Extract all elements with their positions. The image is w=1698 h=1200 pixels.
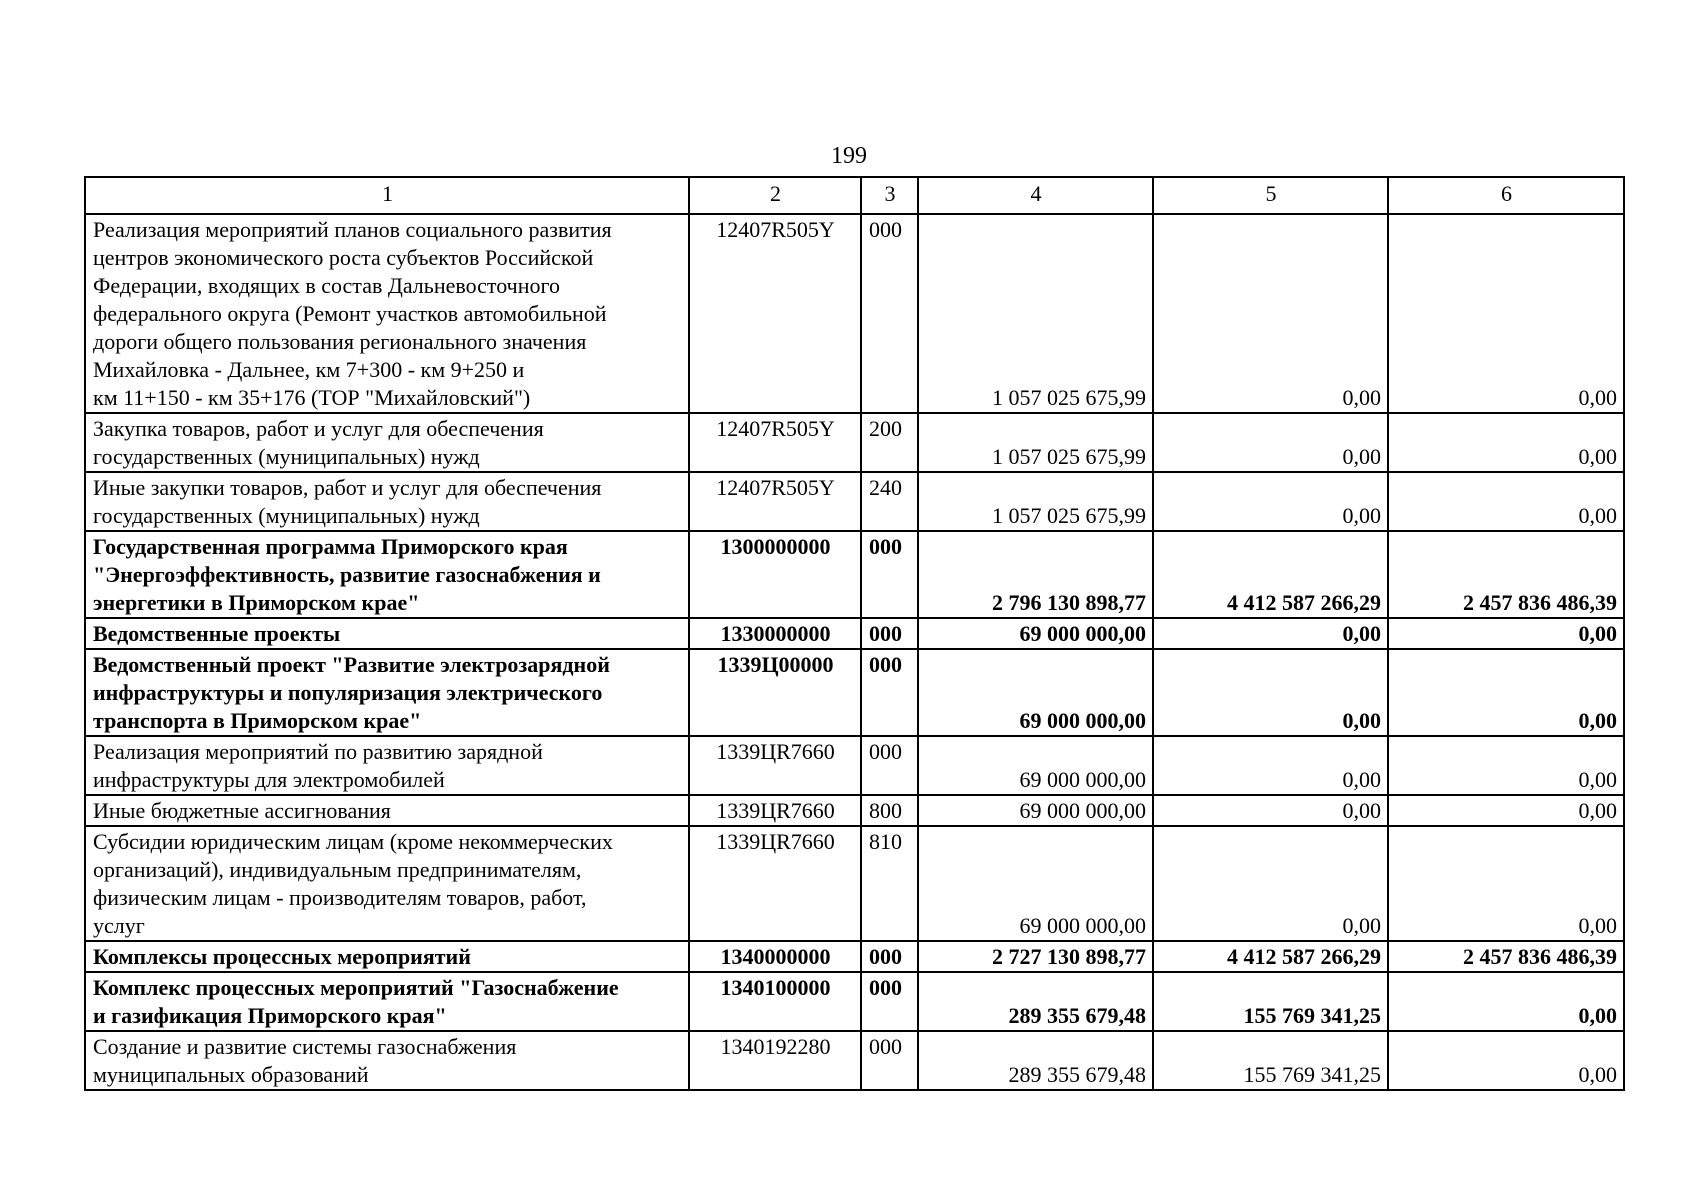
- column-header: 2: [689, 177, 861, 214]
- row-amount-col5: 155 769 341,25: [1153, 1031, 1388, 1090]
- table-row: [85, 1031, 1624, 1090]
- row-expense-type: 000: [861, 1031, 918, 1090]
- row-name: Реализация мероприятий планов социального развития центров экономического роста субъектов Российской Федерации, входящих в состав Дальневосточного федерального округа (Ремонт участков автомобильной дороги общего пользования регионального значения Михайловка - Дальнее, км 7+300 - км 9+250 и км 11+150 - км 35+176 (ТОР "Михайловский"): [85, 214, 689, 413]
- column-header: 6: [1388, 177, 1624, 214]
- row-expense-type: 000: [861, 214, 918, 413]
- row-name: Комплексы процессных мероприятий: [85, 941, 689, 972]
- row-expense-type: 000: [861, 736, 918, 795]
- table-row: [85, 214, 1624, 413]
- table-row: [85, 941, 1624, 972]
- row-amount-col6: 2 457 836 486,39: [1388, 941, 1624, 972]
- row-name: Комплекс процессных мероприятий "Газоснабжение и газификация Приморского края": [85, 972, 689, 1031]
- budget-table: [84, 176, 1625, 1091]
- column-number-header-row: [85, 177, 1624, 214]
- row-amount-col5: 0,00: [1153, 472, 1388, 531]
- row-name: Создание и развитие системы газоснабжения муниципальных образований: [85, 1031, 689, 1090]
- row-expense-type: 240: [861, 472, 918, 531]
- row-target-code: 1340100000: [689, 972, 861, 1031]
- row-amount-col5: 0,00: [1153, 826, 1388, 941]
- row-amount-col5: 0,00: [1153, 649, 1388, 736]
- row-target-code: 12407R505Y: [689, 214, 861, 413]
- table-row: [85, 618, 1624, 649]
- row-target-code: 1339ЦR7660: [689, 826, 861, 941]
- column-header: 5: [1153, 177, 1388, 214]
- column-header: 3: [861, 177, 918, 214]
- row-expense-type: 000: [861, 649, 918, 736]
- row-target-code: 1340000000: [689, 941, 861, 972]
- row-amount-col6: 0,00: [1388, 413, 1624, 472]
- row-expense-type: 810: [861, 826, 918, 941]
- table-row: [85, 826, 1624, 941]
- row-expense-type: 200: [861, 413, 918, 472]
- table-row: [85, 649, 1624, 736]
- row-amount-col5: 0,00: [1153, 214, 1388, 413]
- row-amount-col6: 0,00: [1388, 972, 1624, 1031]
- row-expense-type: 000: [861, 972, 918, 1031]
- row-name: Закупка товаров, работ и услуг для обеспечения государственных (муниципальных) нужд: [85, 413, 689, 472]
- table-row: [85, 413, 1624, 472]
- row-amount-col4: 289 355 679,48: [918, 972, 1153, 1031]
- row-amount-col5: 4 412 587 266,29: [1153, 941, 1388, 972]
- row-target-code: 1339Ц00000: [689, 649, 861, 736]
- row-amount-col5: 0,00: [1153, 795, 1388, 826]
- row-target-code: 12407R505Y: [689, 472, 861, 531]
- row-amount-col5: 0,00: [1153, 736, 1388, 795]
- row-amount-col5: 0,00: [1153, 618, 1388, 649]
- row-target-code: 1339ЦR7660: [689, 795, 861, 826]
- row-name: Реализация мероприятий по развитию зарядной инфраструктуры для электромобилей: [85, 736, 689, 795]
- row-amount-col4: 69 000 000,00: [918, 736, 1153, 795]
- row-amount-col4: 1 057 025 675,99: [918, 413, 1153, 472]
- row-name: Государственная программа Приморского края "Энергоэффективность, развитие газоснабжения и энергетики в Приморском крае": [85, 531, 689, 618]
- row-expense-type: 800: [861, 795, 918, 826]
- row-target-code: 12407R505Y: [689, 413, 861, 472]
- row-name: Субсидии юридическим лицам (кроме некоммерческих организаций), индивидуальным предпринимателям, физическим лицам - производителям товаров, работ, услуг: [85, 826, 689, 941]
- row-amount-col4: 69 000 000,00: [918, 795, 1153, 826]
- row-name: Ведомственные проекты: [85, 618, 689, 649]
- row-amount-col6: 0,00: [1388, 826, 1624, 941]
- row-amount-col5: 0,00: [1153, 413, 1388, 472]
- row-expense-type: 000: [861, 531, 918, 618]
- row-amount-col6: 0,00: [1388, 649, 1624, 736]
- row-amount-col4: 2 796 130 898,77: [918, 531, 1153, 618]
- row-amount-col4: 69 000 000,00: [918, 826, 1153, 941]
- table-row: [85, 795, 1624, 826]
- row-amount-col6: 0,00: [1388, 214, 1624, 413]
- row-amount-col5: 155 769 341,25: [1153, 972, 1388, 1031]
- row-name: Иные бюджетные ассигнования: [85, 795, 689, 826]
- table-row: [85, 472, 1624, 531]
- row-expense-type: 000: [861, 618, 918, 649]
- page-number: 199: [831, 143, 867, 169]
- row-amount-col4: 2 727 130 898,77: [918, 941, 1153, 972]
- row-amount-col4: 69 000 000,00: [918, 649, 1153, 736]
- row-amount-col5: 4 412 587 266,29: [1153, 531, 1388, 618]
- table-row: [85, 972, 1624, 1031]
- row-target-code: 1300000000: [689, 531, 861, 618]
- row-amount-col4: 1 057 025 675,99: [918, 472, 1153, 531]
- row-amount-col6: 0,00: [1388, 618, 1624, 649]
- column-header: 4: [918, 177, 1153, 214]
- row-amount-col6: 2 457 836 486,39: [1388, 531, 1624, 618]
- row-amount-col6: 0,00: [1388, 472, 1624, 531]
- row-target-code: 1340192280: [689, 1031, 861, 1090]
- row-amount-col4: 69 000 000,00: [918, 618, 1153, 649]
- row-amount-col4: 1 057 025 675,99: [918, 214, 1153, 413]
- row-target-code: 1339ЦR7660: [689, 736, 861, 795]
- table-row: [85, 736, 1624, 795]
- row-amount-col6: 0,00: [1388, 795, 1624, 826]
- column-header: 1: [85, 177, 689, 214]
- row-amount-col6: 0,00: [1388, 1031, 1624, 1090]
- row-amount-col4: 289 355 679,48: [918, 1031, 1153, 1090]
- table-row: [85, 531, 1624, 618]
- row-name: Иные закупки товаров, работ и услуг для обеспечения государственных (муниципальных) нужд: [85, 472, 689, 531]
- row-name: Ведомственный проект "Развитие электрозарядной инфраструктуры и популяризация электрического транспорта в Приморском крае": [85, 649, 689, 736]
- row-expense-type: 000: [861, 941, 918, 972]
- row-target-code: 1330000000: [689, 618, 861, 649]
- row-amount-col6: 0,00: [1388, 736, 1624, 795]
